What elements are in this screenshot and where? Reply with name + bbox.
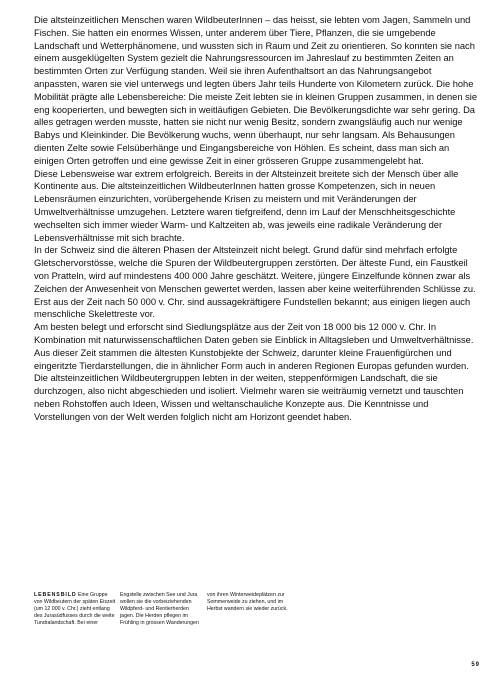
caption-column-1	[34, 592, 116, 627]
paragraph-1: Die altsteinzeitlichen Menschen waren WildbeuterInnen – das heisst, sie lebten vom Jagen, Sammeln und Fischen. Sie hatten ein enormes Wissen, unter anderem über Tiere, Pflanzen, die sie umgebende Landschaft und Wetterphänomene, und wussten sich in Raum und Zeit zu orientieren. So konnten sie nach einem ausgeklügelten System gezielt die Nahrungsressourcen im Jahreslauf zu bestimmten Zeiten an bestimmten Orten zur Verfügung standen. Weil sie ihren Aufenthaltsort an das Nahrungsangebot anpassten, waren sie viel unterwegs und legten übers Jahr teils Hunderte von Kilometern zurück. Die hohe Mobilität prägte alle Lebensbereiche: Die meiste Zeit lebten sie in kleinen Gruppen zusammen, in denen sie eng kooperierten, und bewegten sich in weitläufigen Gebieten. Die Bevölkerungsdichte war sehr gering. Da alles getragen werden musste, hatten sie nicht nur wenig Besitz, sondern zwangsläufig auch nur wenige Babys und Kleinkinder. Die Bevölkerung wuchs, wenn überhaupt, nur sehr langsam. Als Behausungen dienten Zelte sowie Felsüberhänge und Eingangsbereiche von Höhlen. Es scheint, dass man sich an einigen Orten getroffen und eine gewisse Zeit in einer grösseren Gruppe zusammengelebt hat.	[34, 15, 478, 166]
caption-text-3: von ihren Winterweideplätzen zur Sommerweide zu ziehen, und im Herbst wandern sie wieder zurück.	[207, 592, 288, 612]
caption-label: LEBENSBILD	[34, 592, 77, 598]
paragraph-3: In der Schweiz sind die älteren Phasen der Altsteinzeit nicht belegt. Grund dafür sind mehrfach erfolgte Gletschervorstösse, welche die Spuren der Wildbeutergruppen zerstörten. Der älteste Fund, ein Faustkeil von Pratteln, wird auf mindestens 400 000 Jahre geschätzt. Weitere, jüngere Einzelfunde können zwar als Zeichen der Anwesenheit von Menschen gewertet werden, lassen aber keine weiterführenden Schlüsse zu. Erst aus der Zeit nach 50 000 v. Chr. sind aussagekräftigere Fundstellen bekannt; aus einigen liegen auch menschliche Skelettreste vor.	[34, 245, 476, 320]
caption-column-2	[120, 592, 204, 627]
main-text	[34, 14, 478, 424]
page-number: 59	[471, 662, 480, 668]
caption-text-2: Engstelle zwischen See und Jura wollen sie die vorbeiziehenden Wildpferd- und Rentierherden jagen. Die Herden pflegen im Frühling in grossen Wanderungen	[120, 592, 199, 626]
caption-text-1: Eine Gruppe von Wildbeutern der späten Eiszeit (um 12 000 v. Chr.) zieht entlang des Jurasüdfusses durch die weite Tundralandschaft. Bei einer	[34, 592, 116, 626]
paragraph-2: Diese Lebensweise war extrem erfolgreich. Bereits in der Altsteinzeit breitete sich der Mensch über alle Kontinente aus. Die altsteinzeitlichen WildbeuterInnen hatten grosse Kompetenzen, sich in neuen Lebensräumen einzurichten, vorübergehende Krisen zu meistern und mit Veränderungen der Umweltverhältnisse umzugehen. Letztere waren tiefgreifend, denn im Lauf der Menschheitsgeschichte wechselten sich immer wieder Warm- und Kaltzeiten ab, was jeweils eine radikale Veränderung der Lebensverhältnisse mit sich brachte.	[34, 168, 459, 243]
paragraph-4: Am besten belegt und erforscht sind Siedlungsplätze aus der Zeit von 18 000 bis 12 000 v. Chr. In Kombination mit naturwissenschaftlichen Daten geben sie Einblick in Alltagsleben und Umweltverhältnisse. Aus dieser Zeit stammen die ältesten Kunstobjekte der Schweiz, darunter kleine Frauenfigürchen und eingeritzte Tierdarstellungen, die in ähnlicher Form auch in anderen Regionen Europas gefunden wurden. Die altsteinzeitlichen Wildbeutergruppen lebten in der weiten, steppenförmigen Landschaft, die sie durchzogen, also nicht abgeschieden und isoliert. Vielmehr waren sie weiträumig vernetzt und tauschten neben Rohstoffen auch Ideen, Wissen und weltanschauliche Konzepte aus. Die Kenntnisse und Vorstellungen von der Welt werden folglich nicht am Horizont geendet haben.	[34, 322, 474, 422]
caption-column-3	[207, 592, 291, 613]
